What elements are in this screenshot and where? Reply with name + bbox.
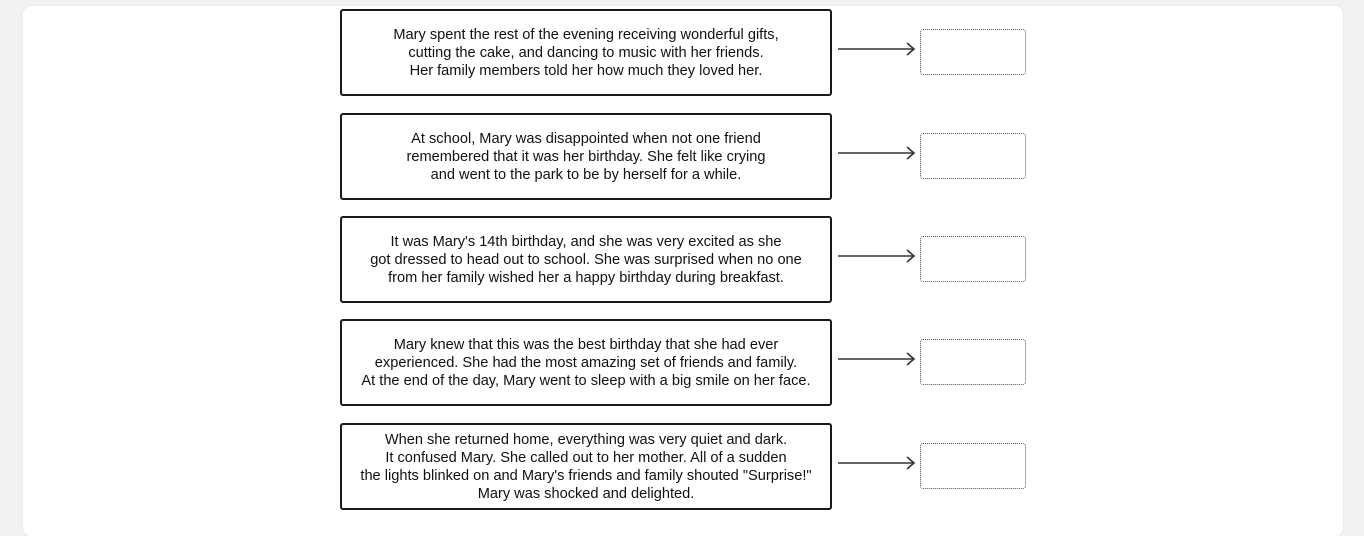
answer-drop-box-1[interactable] — [920, 29, 1026, 75]
event-card-3[interactable] — [340, 216, 832, 303]
event-card-5[interactable] — [340, 423, 832, 510]
event-card-text: When she returned home, everything was very quiet and dark. It confused Mary. She called out to her mother. All of a sudden the lights blinked on and Mary's friends and family shouted "Surprise!" Mary was shocked and delighted. — [360, 431, 812, 502]
answer-drop-box-5[interactable] — [920, 443, 1026, 489]
event-card-text: It was Mary's 14th birthday, and she was very excited as she got dressed to head out to school. She was surprised when no one from her family wished her a happy birthday during breakfast. — [370, 233, 802, 286]
event-card-text: Mary knew that this was the best birthday that she had ever experienced. She had the most amazing set of friends and family. At the end of the day, Mary went to sleep with a big smile on her face. — [361, 336, 811, 389]
answer-drop-box-3[interactable] — [920, 236, 1026, 282]
event-card-text: Mary spent the rest of the evening receiving wonderful gifts, cutting the cake, and dancing to music with her friends. Her family members told her how much they loved her. — [393, 26, 779, 79]
event-card-text: At school, Mary was disappointed when not one friend remembered that it was her birthday. She felt like crying and went to the park to be by herself for a while. — [406, 130, 766, 183]
sequence-row-1 — [340, 9, 1040, 96]
sequence-row-2 — [340, 113, 1040, 200]
right-arrow-icon — [836, 42, 918, 56]
sequence-row-5 — [340, 423, 1040, 510]
right-arrow-icon — [836, 249, 918, 263]
event-card-2[interactable] — [340, 113, 832, 200]
answer-drop-box-4[interactable] — [920, 339, 1026, 385]
right-arrow-icon — [836, 456, 918, 470]
sequence-row-4 — [340, 319, 1040, 406]
right-arrow-icon — [836, 352, 918, 366]
event-card-4[interactable] — [340, 319, 832, 406]
event-card-1[interactable] — [340, 9, 832, 96]
sequence-row-3 — [340, 216, 1040, 303]
answer-drop-box-2[interactable] — [920, 133, 1026, 179]
right-arrow-icon — [836, 146, 918, 160]
